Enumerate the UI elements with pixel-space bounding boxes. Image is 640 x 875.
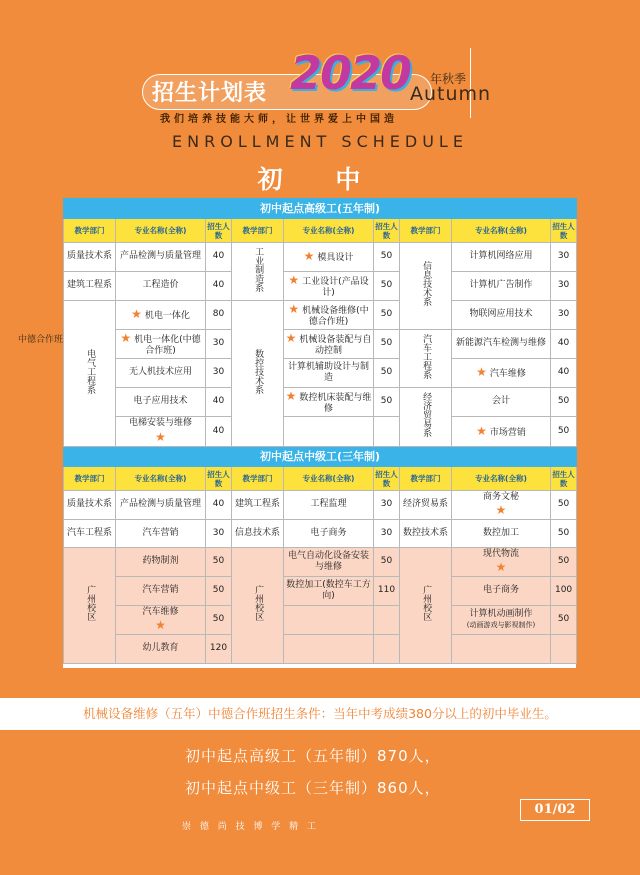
quota-cell: 30	[374, 491, 400, 520]
quota-cell: 50	[206, 577, 232, 606]
header-major: 专业名称(全称)	[452, 467, 551, 491]
header-dept: 教学部门	[400, 467, 452, 491]
quota-cell: 50	[551, 548, 577, 577]
major-cell: 物联网应用技术	[452, 301, 551, 330]
banner-year: 2020	[290, 46, 411, 100]
major-cell: 汽车维修 ★	[116, 606, 206, 635]
header-quota: 招生人数	[551, 467, 577, 491]
major-cell: 幼儿教育	[116, 635, 206, 664]
major-cell: 新能源汽车检测与维修	[452, 330, 551, 359]
major-cell: 电子商务	[452, 577, 551, 606]
major-cell: 电子应用技术	[116, 388, 206, 417]
dept-cell: 广州校区	[400, 548, 452, 664]
header-dept: 教学部门	[400, 219, 452, 243]
empty-cell	[374, 606, 400, 635]
major-cell: ★ 汽车维修	[452, 359, 551, 388]
empty-cell	[284, 606, 374, 635]
major-cell: 商务文秘 ★	[452, 491, 551, 520]
quota-cell: 50	[374, 330, 400, 359]
major-cell: 计算机辅助设计与制造	[284, 359, 374, 388]
major-cell: 会计	[452, 388, 551, 417]
dept-cell: 质量技术系	[64, 491, 116, 520]
quota-cell: 50	[551, 520, 577, 548]
quota-cell: 30	[206, 520, 232, 548]
quota-cell: 50	[374, 301, 400, 330]
dept-cell: 电气工程系	[64, 301, 116, 447]
enrollment-table	[63, 198, 576, 668]
quota-cell: 30	[206, 359, 232, 388]
major-cell: ★ 数控机床装配与维修	[284, 388, 374, 417]
summary	[185, 740, 441, 804]
quota-cell: 50	[206, 606, 232, 635]
page-number: 01/02	[520, 799, 590, 821]
header-major: 专业名称(全称)	[284, 467, 374, 491]
dept-cell: 建筑工程系	[232, 491, 284, 520]
dept-cell: 经济贸易系	[400, 491, 452, 520]
quota-cell: 40	[206, 243, 232, 272]
header-dept: 教学部门	[64, 467, 116, 491]
quota-cell: 40	[206, 388, 232, 417]
major-cell: 工程监理	[284, 491, 374, 520]
dept-cell: 广州校区	[232, 548, 284, 664]
quota-cell: 40	[206, 417, 232, 447]
quota-cell: 110	[374, 577, 400, 606]
quota-cell: 30	[374, 520, 400, 548]
level-heading: 初 中	[257, 165, 383, 194]
major-cell: 数控加工(数控车工方向)	[284, 577, 374, 606]
banner-autumn: Autumn	[410, 83, 492, 105]
quota-cell: 40	[551, 359, 577, 388]
quota-cell: 30	[551, 301, 577, 330]
header-dept: 教学部门	[232, 219, 284, 243]
header-quota: 招生人数	[374, 467, 400, 491]
dept-cell: 信息技术系	[400, 243, 452, 330]
major-cell: 计算机网络应用	[452, 243, 551, 272]
quota-cell: 30	[206, 330, 232, 359]
summary-line: 初中起点高级工（五年制）870人，	[185, 747, 441, 765]
quota-cell: 50	[551, 606, 577, 635]
quota-cell: 50	[551, 491, 577, 520]
major-cell: 计算机广告制作	[452, 272, 551, 301]
header-dept: 教学部门	[64, 219, 116, 243]
header-quota: 招生人数	[374, 219, 400, 243]
empty-cell	[284, 417, 374, 447]
major-cell: 汽车营销	[116, 577, 206, 606]
banner-season: 年秋季	[430, 72, 467, 86]
quota-cell: 50	[374, 243, 400, 272]
header-quota: 招生人数	[551, 219, 577, 243]
major-cell: 药物制剂	[116, 548, 206, 577]
dept-cell: 工业制造系	[232, 243, 284, 301]
major-cell: ★ 模具设计	[284, 243, 374, 272]
quota-cell: 80	[206, 301, 232, 330]
motto: 崇 德 尚 技 博 学 精 工	[182, 822, 320, 832]
quota-cell: 50	[551, 388, 577, 417]
major-cell: 无人机技术应用	[116, 359, 206, 388]
quota-cell: 50	[551, 417, 577, 447]
header-major: 专业名称(全称)	[452, 219, 551, 243]
quota-cell: 50	[374, 388, 400, 417]
header-major: 专业名称(全称)	[116, 467, 206, 491]
quota-cell: 30	[551, 272, 577, 301]
quota-cell: 30	[551, 243, 577, 272]
dept-cell: 信息技术系	[232, 520, 284, 548]
empty-cell	[374, 417, 400, 447]
quota-cell: 50	[206, 548, 232, 577]
major-cell: 产品检测与质量管理	[116, 491, 206, 520]
quota-cell: 120	[206, 635, 232, 664]
header-dept: 教学部门	[232, 467, 284, 491]
major-cell: ★ 市场营销	[452, 417, 551, 447]
major-cell: ★ 机电一体化	[116, 301, 206, 330]
summary-line: 初中起点中级工（三年制）860人，	[185, 779, 441, 797]
header-major: 专业名称(全称)	[116, 219, 206, 243]
major-cell: 电子商务	[284, 520, 374, 548]
empty-cell	[284, 635, 374, 664]
header-major: 专业名称(全称)	[284, 219, 374, 243]
dept-cell: 汽车工程系	[400, 330, 452, 388]
admission-condition: 机械设备维修（五年）中德合作班招生条件：当年中考成绩380分以上的初中毕业生。	[0, 698, 640, 730]
major-cell: ★ 机械设备装配与自动控制	[284, 330, 374, 359]
banner-slogan: 我们培养技能大师，让世界爱上中国造	[160, 114, 398, 125]
quota-cell: 40	[206, 272, 232, 301]
empty-cell	[551, 635, 577, 664]
major-cell: 现代物流 ★	[452, 548, 551, 577]
quota-cell: 50	[374, 272, 400, 301]
banner-title: 招生计划表	[152, 81, 268, 106]
quota-cell: 40	[551, 330, 577, 359]
major-cell: 数控加工	[452, 520, 551, 548]
major-cell: 电气自动化设备安装与维修	[284, 548, 374, 577]
dept-cell: 数控技术系	[232, 301, 284, 447]
side-label: 中德合作班	[18, 335, 64, 345]
major-cell: ★ 机械设备维修(中德合作班)	[284, 301, 374, 330]
major-cell: 电梯安装与维修 ★	[116, 417, 206, 447]
schedule-heading: ENROLLMENT SCHEDULE	[172, 132, 468, 151]
section1-title: 初中起点高级工(五年制)	[64, 199, 577, 219]
header-quota: 招生人数	[206, 219, 232, 243]
major-cell: ★ 工业设计(产品设计)	[284, 272, 374, 301]
section2-title: 初中起点中级工(三年制)	[64, 447, 577, 467]
quota-cell: 50	[374, 359, 400, 388]
dept-cell: 数控技术系	[400, 520, 452, 548]
quota-cell: 50	[374, 548, 400, 577]
banner	[130, 48, 520, 126]
dept-cell: 汽车工程系	[64, 520, 116, 548]
empty-cell	[452, 635, 551, 664]
major-cell: 计算机动画制作 (动画游戏与影视制作)	[452, 606, 551, 635]
dept-cell: 经济贸易系	[400, 388, 452, 447]
major-cell: 汽车营销	[116, 520, 206, 548]
dept-cell: 质量技术系	[64, 243, 116, 272]
major-cell: 工程造价	[116, 272, 206, 301]
major-cell: ★ 机电一体化(中德合作班)	[116, 330, 206, 359]
dept-cell: 建筑工程系	[64, 272, 116, 301]
header-quota: 招生人数	[206, 467, 232, 491]
dept-cell: 广州校区	[64, 548, 116, 664]
empty-cell	[374, 635, 400, 664]
quota-cell: 40	[206, 491, 232, 520]
major-cell: 产品检测与质量管理	[116, 243, 206, 272]
quota-cell: 100	[551, 577, 577, 606]
